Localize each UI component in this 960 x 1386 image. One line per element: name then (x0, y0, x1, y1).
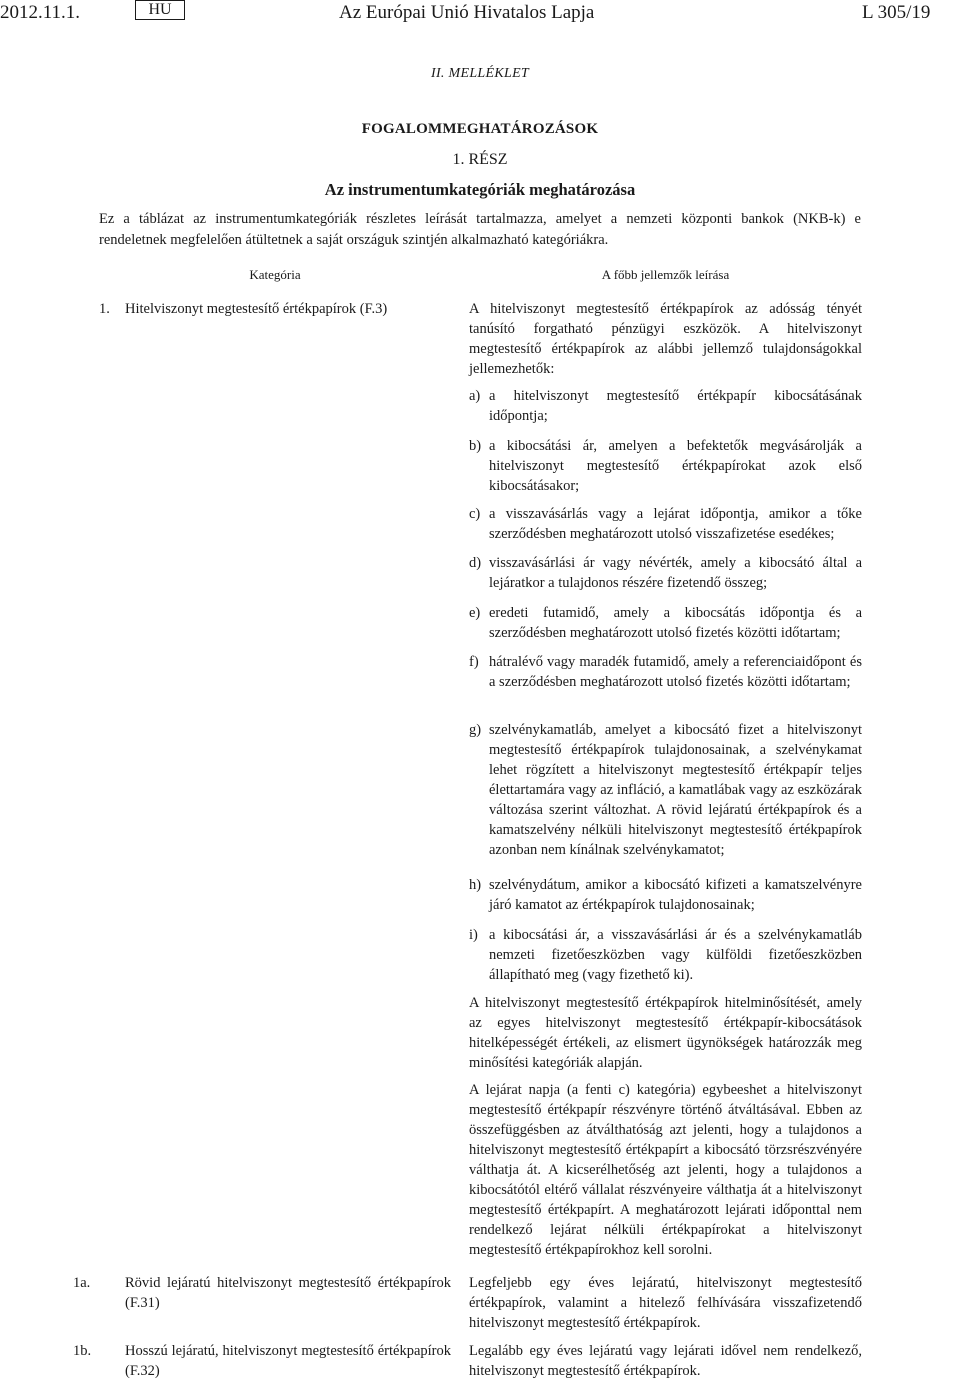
list-item (469, 603, 862, 643)
category-name: Hosszú lejáratú, hitelviszonyt megtestesítő értékpapírok (F.32) (125, 1343, 451, 1379)
rating-paragraph: A hitelviszonyt megtestesítő értékpapírok hitelminősítését, amely az egyes hitelviszonyt megtestesítő értékpapír-kibocsátások hitelképességét értékeli, az elismert ügynökségek határozzák meg minősítési kategóriák alapján. (469, 995, 862, 1071)
column-header-description: A főbb jellemzők leírása (601, 267, 730, 282)
list-item-text: a kibocsátási ár, amelyen a befektetők megvásárolják a hitelviszonyt megtestesítő értékpapírokat azok első kibocsátásakor; (489, 438, 862, 494)
intro-line-1: Ez a táblázat az instrumentumkategóriák részletes leírását tartalmazza, amelyet a nemzeti központi bankok (NKB-k) e (99, 211, 861, 227)
annex-heading: II. MELLÉKLET (430, 66, 530, 81)
list-item (469, 504, 862, 544)
page-number: L 305/19 (862, 2, 931, 23)
list-item (469, 553, 862, 593)
list-item-label: f) (469, 654, 479, 670)
list-item-label: b) (469, 438, 482, 454)
intro-line-2: rendeletnek megfelelően átültetnek a saját országuk szintjén alkalmazható kategóriákra. (99, 232, 609, 248)
category-row-1b (73, 1341, 451, 1381)
list-item-label: a) (469, 388, 481, 404)
part-title: Az instrumentumkategóriák meghatározása (324, 180, 636, 199)
list-item-text: szelvénykamatláb, amelyet a kibocsátó fizet a hitelviszonyt megtestesítő értékpapírok tulajdonosainak, a szelvénykamat lehet rögzített a hitelviszonyt megtestesítő értékpapír teljes élettartamára vagy az infláció, a kamatlábak vagy az eszközárak változása szerint változhat. A rövid lejáratú értékpapírok és a kamatszelvény nélküli hitelviszonyt megtestesítő értékpapírok azonban nem kínálnak szelvénykamatot; (489, 722, 862, 858)
document-title: FOGALOMMEGHATÁROZÁSOK (361, 121, 599, 137)
header-date: 2012.11.1. (0, 2, 81, 23)
list-item-label: d) (469, 555, 482, 571)
row-number: 1. (99, 301, 110, 317)
list-item-label: g) (469, 722, 482, 738)
category-row-1a (73, 1273, 451, 1313)
journal-title: Az Európai Unió Hivatalos Lapja (339, 2, 595, 23)
category-name: Rövid lejáratú hitelviszonyt megtestesítő értékpapírok (F.31) (125, 1275, 451, 1311)
description-intro: A hitelviszonyt megtestesítő értékpapírok az adósság tényét tanúsító forgatható pénzügyi eszközök. A hitelviszonyt megtestesítő értékpapírok az alábbi jellemző tulajdonságokkal jellemezhetők: (469, 301, 862, 377)
list-item-label: c) (469, 506, 481, 522)
list-item (469, 386, 862, 426)
list-item-text: eredeti futamidő, amely a kibocsátás időpontja és a szerződésben meghatározott utolsó fizetés közötti időtartam; (489, 605, 862, 641)
list-item-text: a visszavásárlás vagy a lejárat időpontja, amikor a tőke szerződésben meghatározott utolsó visszafizetése esedékes; (489, 506, 862, 542)
list-item-label: h) (469, 877, 482, 893)
list-item-text: a hitelviszonyt megtestesítő értékpapír kibocsátásának időpontja; (489, 388, 862, 424)
list-item (469, 436, 862, 496)
row-number: 1a. (73, 1275, 91, 1291)
column-header-category: Kategória (249, 267, 301, 282)
list-item (469, 720, 862, 860)
list-item (469, 652, 862, 692)
description-1b: Legalább egy éves lejáratú vagy lejárati idővel nem rendelkező, hitelviszonyt megtestesítő értékpapírok. (469, 1343, 862, 1379)
category-name: Hitelviszonyt megtestesítő értékpapírok (F.3) (125, 301, 388, 317)
category-row-1 (99, 299, 451, 319)
list-item-text: hátralévő vagy maradék futamidő, amely a referenciaidőpont és a szerződésben meghatározott utolsó fizetés közötti időtartam; (489, 654, 862, 690)
list-item-text: szelvénydátum, amikor a kibocsátó kifizeti a kamatszelvényre járó kamatot az értékpapírok tulajdonosainak; (489, 877, 862, 913)
list-item-text: visszavásárlási ár vagy névérték, amely a kibocsátó által a lejáratkor a tulajdonos részére fizetendő összeg; (489, 555, 862, 591)
list-item-label: i) (469, 927, 478, 943)
intro-paragraph (99, 209, 861, 251)
list-item-text: a kibocsátási ár, a visszavásárlási ár és a szelvénykamatláb nemzeti fizetőeszközben vagy külföldi fizetőeszközben állapítható meg (vagy fizethető ki). (489, 927, 862, 983)
list-item (469, 875, 862, 915)
list-item-label: e) (469, 605, 481, 621)
maturity-paragraph: A lejárat napja (a fenti c) kategória) egybeeshet a hitelviszonyt megtestesítő értékpapír részvényre történő átváltásával. Ebben az összefüggésben az átválthatóság azt jelenti, hogy a tulajdonos a hitelviszonyt megtestesítő értékpapírt a kibocsátó törzsrészvényére válthatja át. A kicserélhetőség azt jelenti, hogy a tulajdonos a kibocsátótól eltérő vállalat részvényeire válthatja át a hitelviszonyt megtestesítő értékpapírt. A meghatározott lejárati időponttal nem rendelkező lejárat nélküli értékpapírokat a hitelviszonyt megtestesítő értékpapírokhoz kell sorolni. (469, 1082, 862, 1258)
description-1a: Legfeljebb egy éves lejáratú, hitelviszonyt megtestesítő értékpapírok, valamint a hitelező felhívására visszafizetendő hitelviszonyt megtestesítő értékpapírok. (469, 1275, 862, 1331)
row-number: 1b. (73, 1343, 92, 1359)
list-item (469, 925, 862, 985)
language-badge: HU (135, 0, 185, 20)
part-heading: 1. RÉSZ (452, 151, 508, 168)
